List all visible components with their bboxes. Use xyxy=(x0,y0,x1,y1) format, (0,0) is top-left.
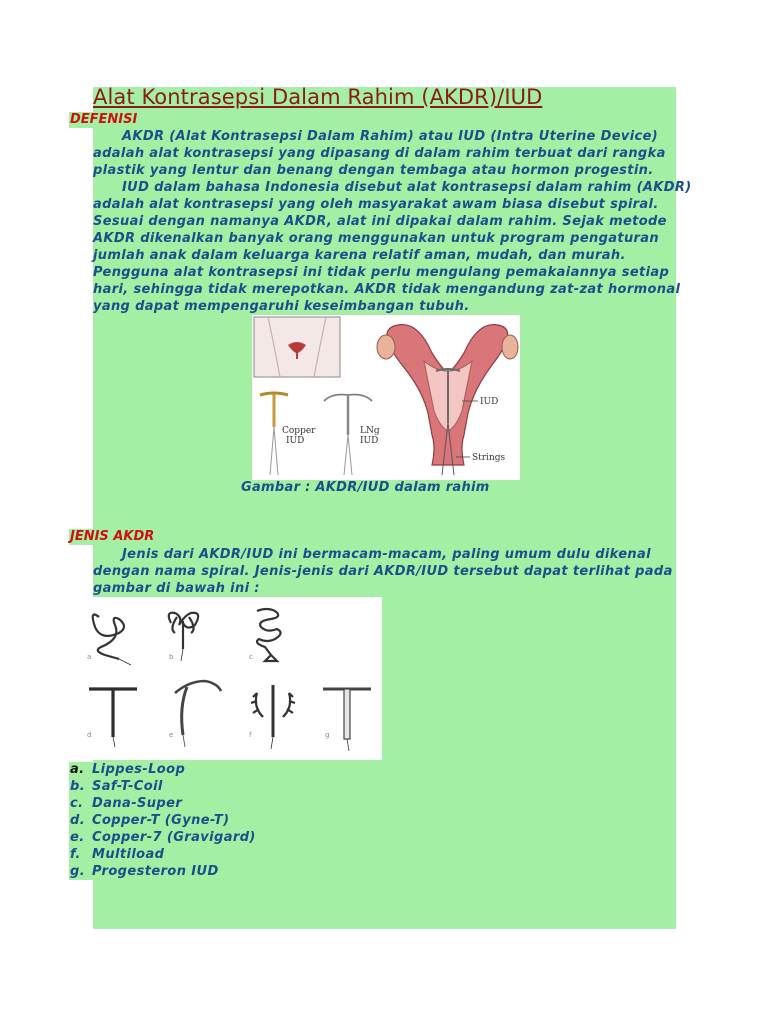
iud-types-list xyxy=(70,761,256,880)
text-line: IUD dalam bahasa Indonesia disebut alat kontrasepsi dalam rahim (AKDR) xyxy=(122,180,692,195)
list-item-text: Lippes-Loop xyxy=(92,762,186,777)
list-item xyxy=(70,795,256,812)
figure-letter-b: b xyxy=(169,653,174,661)
lippes-loop-icon xyxy=(93,615,131,665)
text-line: AKDR dikenalkan banyak orang menggunakan untuk program pengaturan xyxy=(93,231,660,246)
figure-caption: Gambar : AKDR/IUD dalam rahim xyxy=(241,480,490,495)
text-line: Sesuai dengan namanya AKDR, alat ini dipakai dalam rahim. Sejak metode xyxy=(93,214,667,229)
figure-letter-a: a xyxy=(87,653,92,661)
list-item xyxy=(70,812,256,829)
figure-label-lng: LNg IUD xyxy=(360,426,380,446)
list-item-text: Dana-Super xyxy=(92,796,183,811)
text-line: Jenis dari AKDR/IUD ini bermacam-macam, paling umum dulu dikenal xyxy=(122,547,651,562)
list-item-text: Multiload xyxy=(92,847,165,862)
copper-7-icon xyxy=(175,681,221,747)
uterus-iud-illustration xyxy=(252,315,520,480)
text-line: jumlah anak dalam keluarga karena relatif aman, mudah, dan murah. xyxy=(93,248,626,263)
list-item-text: Progesteron IUD xyxy=(92,864,219,879)
figure-label-strings: Strings xyxy=(472,453,506,463)
text-line: gambar di bawah ini : xyxy=(93,581,260,596)
text-line: dengan nama spiral. Jenis-jenis dari AKDR/IUD tersebut dapat terlihat pada xyxy=(93,564,673,579)
iud-types-drawing xyxy=(71,597,382,760)
list-item-text: Copper-7 (Gravigard) xyxy=(92,830,256,845)
dana-super-icon xyxy=(257,609,281,661)
figure-label-iud: IUD xyxy=(480,397,499,407)
list-marker: g. xyxy=(70,864,86,879)
text-line: AKDR (Alat Kontrasepsi Dalam Rahim) atau IUD (Intra Uterine Device) xyxy=(122,129,659,144)
figure-label-copper: Copper IUD xyxy=(282,426,316,446)
progesteron-iud-icon xyxy=(323,689,371,751)
list-marker: c. xyxy=(70,796,84,811)
text-line: adalah alat kontrasepsi yang oleh masyarakat awam biasa disebut spiral. xyxy=(93,197,659,212)
list-item xyxy=(70,761,256,778)
list-item xyxy=(70,846,256,863)
text-line: hari, sehingga tidak merepotkan. AKDR tidak mengandung zat-zat hormonal xyxy=(93,282,681,297)
list-item xyxy=(70,778,256,795)
list-marker: e. xyxy=(70,830,85,845)
types-paragraph xyxy=(93,546,675,597)
section-heading-types: JENIS AKDR xyxy=(70,529,155,544)
multiload-icon xyxy=(251,685,295,749)
figure-letter-d: d xyxy=(87,731,92,739)
figure-letter-f: f xyxy=(249,731,252,739)
figure-letter-e: e xyxy=(169,731,174,739)
list-marker: d. xyxy=(70,813,86,828)
list-marker: b. xyxy=(70,779,86,794)
uterus-iud-drawing xyxy=(252,315,520,480)
list-item xyxy=(70,863,256,880)
list-item-text: Copper-T (Gyne-T) xyxy=(92,813,230,828)
definition-paragraph xyxy=(93,128,692,315)
copper-t-icon xyxy=(89,689,137,747)
text-line: yang dapat mempengaruhi keseimbangan tubuh. xyxy=(93,299,470,314)
section-heading-definition: DEFENISI xyxy=(70,112,138,127)
figure-letter-c: c xyxy=(249,653,253,661)
text-line: plastik yang lentur dan benang dengan tembaga atau hormon progestin. xyxy=(93,163,654,178)
text-line: adalah alat kontrasepsi yang dipasang di dalam rahim terbuat dari rangka xyxy=(93,146,666,161)
list-marker: a. xyxy=(70,762,85,777)
text-line: Pengguna alat kontrasepsi ini tidak perlu mengulang pemakaiannya setiap xyxy=(93,265,670,280)
list-item-text: Saf-T-Coil xyxy=(92,779,163,794)
iud-types-illustration xyxy=(71,597,382,760)
document-title: Alat Kontrasepsi Dalam Rahim (AKDR)/IUD xyxy=(93,85,543,109)
list-marker: f. xyxy=(70,847,81,862)
list-item xyxy=(70,829,256,846)
figure-letter-g: g xyxy=(325,731,330,739)
